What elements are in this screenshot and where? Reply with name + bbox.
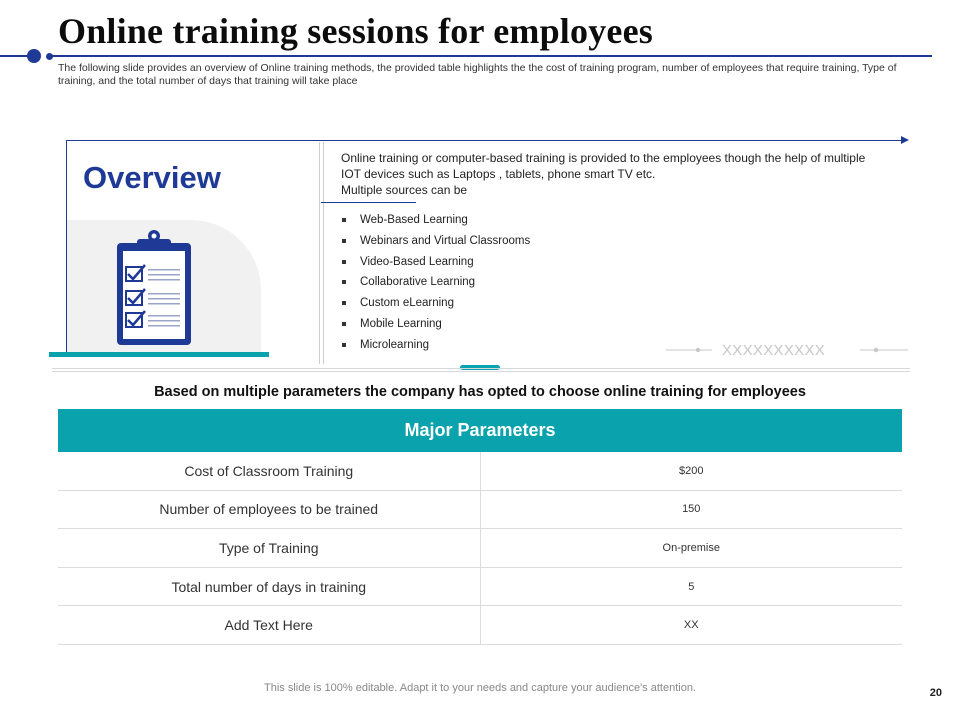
slide-title: Online training sessions for employees xyxy=(58,11,653,51)
decorative-divider xyxy=(664,341,910,359)
slide-subtitle: The following slide provides an overview of Online training methods, the provided table highlights the the cost of training program, number of employees that require training, Type of training, and the total number of days that training will take place xyxy=(58,62,897,87)
parameter-name: Cost of Classroom Training xyxy=(58,452,480,490)
parameter-name: Add Text Here xyxy=(58,606,480,645)
footer-note: This slide is 100% editable. Adapt it to your needs and capture your audience's attention. xyxy=(264,682,696,694)
bullet-icon xyxy=(342,301,346,305)
description-underline xyxy=(321,202,416,203)
table-row xyxy=(58,567,902,606)
panel-arrow-icon xyxy=(901,136,909,144)
table-header: Major Parameters xyxy=(58,409,902,452)
parameter-value: On-premise xyxy=(480,529,902,568)
list-item xyxy=(341,338,530,359)
table-heading: Based on multiple parameters the company has opted to choose online training for employees xyxy=(154,384,806,400)
overview-title: Overview xyxy=(83,160,221,195)
list-item-label: Video-Based Learning xyxy=(360,255,474,268)
sources-list xyxy=(341,213,530,359)
bullet-icon xyxy=(342,280,346,284)
parameter-value: $200 xyxy=(480,452,902,490)
bullet-icon xyxy=(342,239,346,243)
bullet-icon xyxy=(342,343,346,347)
table-row xyxy=(58,490,902,529)
parameter-value: 5 xyxy=(480,567,902,606)
parameters-table xyxy=(58,409,902,645)
title-dot-large xyxy=(27,49,41,63)
list-item xyxy=(341,213,530,234)
panel-bottom-bar xyxy=(49,352,269,357)
list-item-label: Webinars and Virtual Classrooms xyxy=(360,234,531,247)
bullet-icon xyxy=(342,218,346,222)
list-item xyxy=(341,234,530,255)
title-rule xyxy=(48,55,932,57)
parameter-name: Total number of days in training xyxy=(58,567,480,606)
list-item-label: Custom eLearning xyxy=(360,297,454,310)
decoration-text: XXXXXXXXXX xyxy=(722,342,826,359)
list-item xyxy=(341,296,530,317)
parameter-name: Type of Training xyxy=(58,529,480,568)
overview-description-line-2: Multiple sources can be xyxy=(341,183,468,197)
table-row xyxy=(58,529,902,568)
title-rule-left xyxy=(0,55,28,57)
panel-top-line xyxy=(66,140,904,141)
panel-divider xyxy=(319,142,324,364)
overview-description-line-1: Online training or computer-based training is provided to the employees though the help of multiple IOT devices such as Laptops , tablets, phone smart TV etc. xyxy=(341,151,866,181)
parameter-name: Number of employees to be trained xyxy=(58,490,480,529)
list-item xyxy=(341,275,530,296)
overview-description xyxy=(341,150,876,198)
list-item xyxy=(341,255,530,276)
table-row xyxy=(58,606,902,645)
list-item-label: Microlearning xyxy=(360,338,430,351)
list-item-label: Collaborative Learning xyxy=(360,276,476,289)
bullet-icon xyxy=(342,260,346,264)
list-item-label: Web-Based Learning xyxy=(360,214,468,226)
parameter-value: XX xyxy=(480,606,902,645)
clipboard-checklist-icon xyxy=(114,230,194,348)
table-header-row xyxy=(58,409,902,452)
list-item-label: Mobile Learning xyxy=(360,317,442,330)
table-row xyxy=(58,452,902,490)
parameter-value: 150 xyxy=(480,490,902,529)
bullet-icon xyxy=(342,322,346,326)
section-rule xyxy=(52,371,910,372)
section-rule xyxy=(52,368,910,369)
page-number: 20 xyxy=(929,687,942,699)
list-item xyxy=(341,317,530,338)
